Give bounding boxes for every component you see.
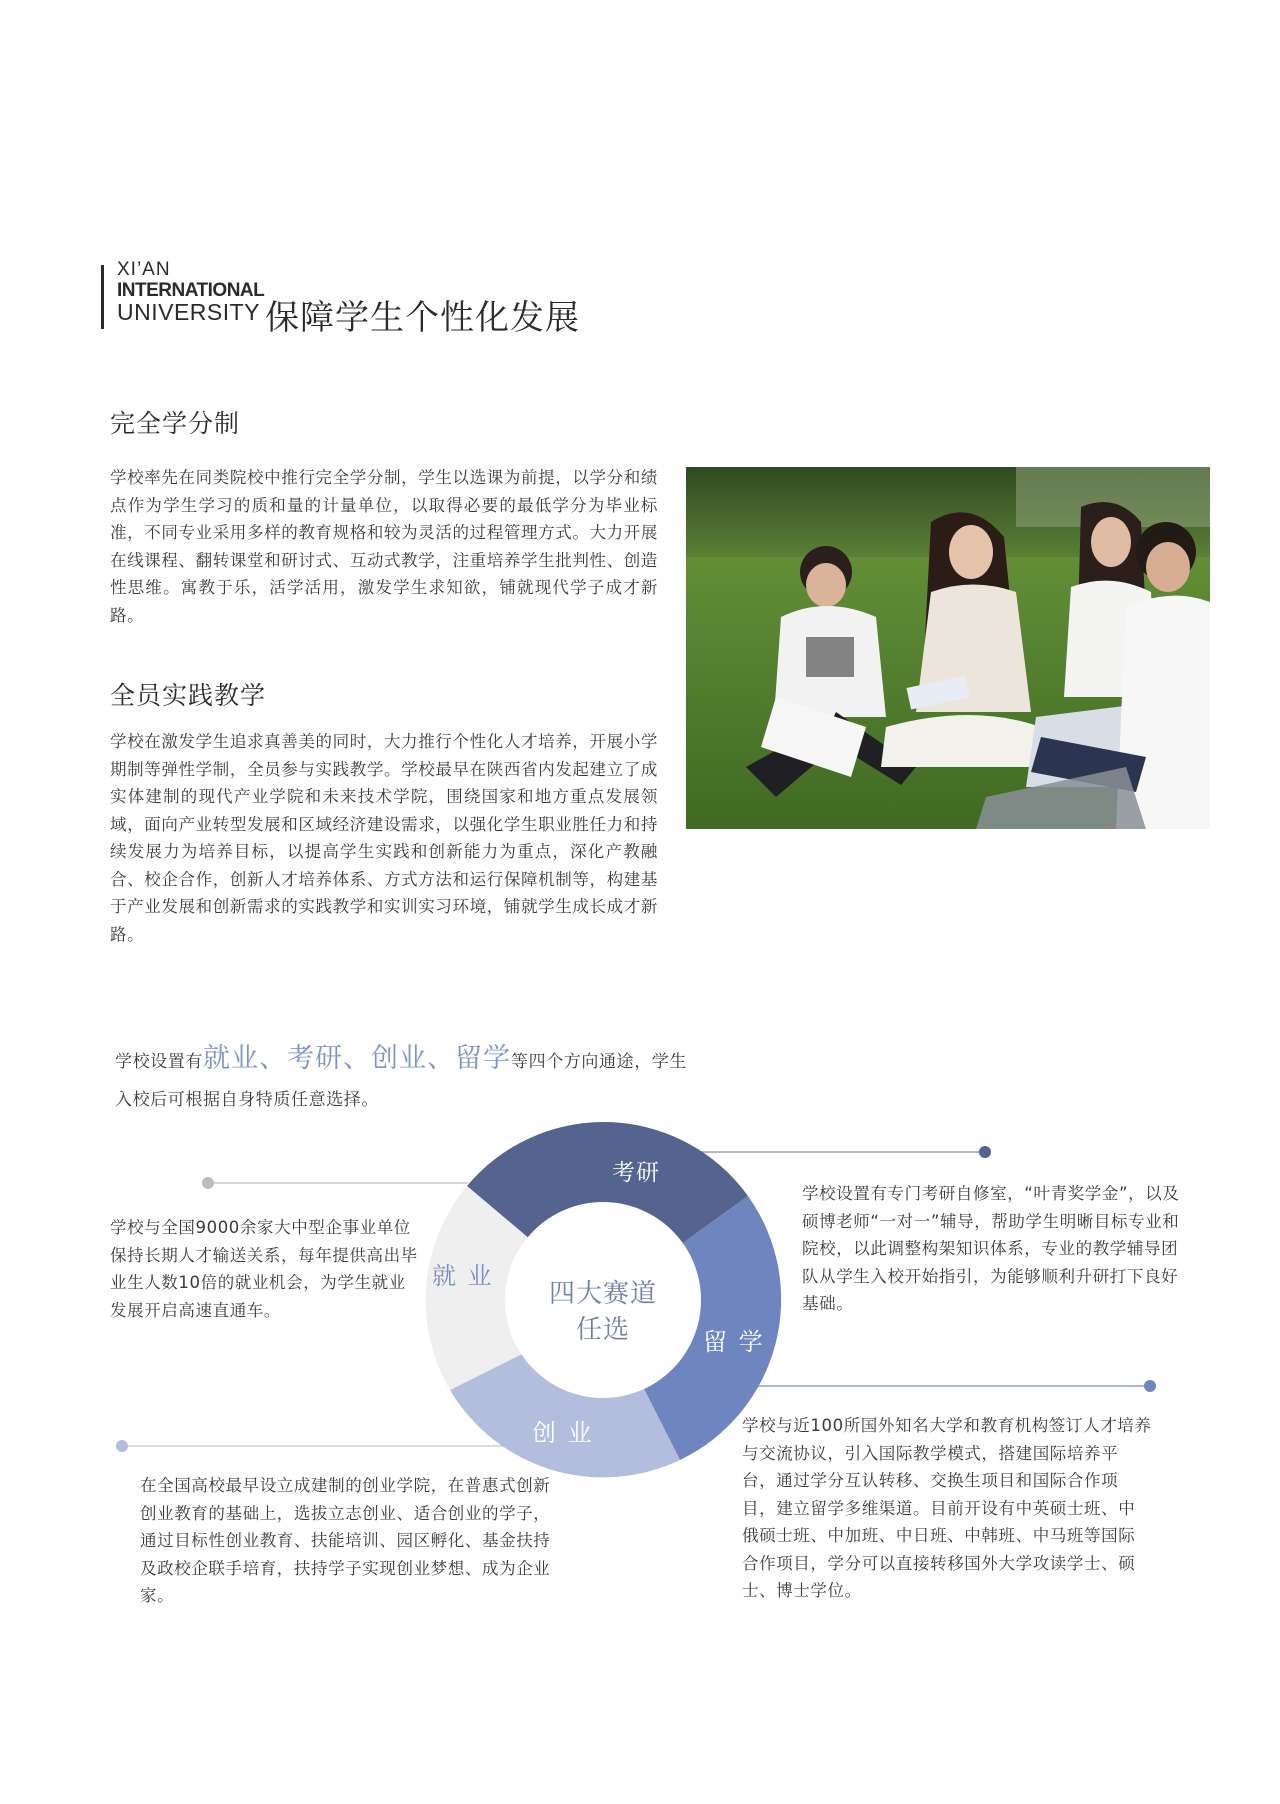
intro-separator: 、: [343, 1043, 371, 1074]
ring-center-line-1: 四大赛道: [548, 1279, 657, 1309]
intro-separator: 、: [259, 1043, 287, 1074]
intro-suffix: 等四个方向通途，学生: [511, 1052, 687, 1072]
logo-line-international: INTERNATIONAL: [117, 280, 265, 301]
section-body-practice-teaching: 学校在激发学生追求真善美的同时，大力推行个性化人才培养，开展小学期制等弹性学制，全员参与实践教学。学校最早在陕西省内发起建立了成实体建制的现代产业学院和未来技术学院，围绕国家和地方重点发展领域，面向产业转型发展和区域经济建设需求，以强化学生职业胜任力和持续发展力为培养目标，以提高学生实践和创新能力为重点，深化产教融合、校企合作，创新人才培养体系、方式方法和运行保障机制等，构建基于产业发展和创新需求的实践教学和实训实习环境，铺就学生成长成才新路。: [110, 732, 658, 944]
connector-dot-chuangye: [116, 1440, 128, 1452]
path-desc-chuangye: 在全国高校最早设立成建制的创业学院，在普惠式创新创业教育的基础上，选拔立志创业、适合创业的学子，通过目标性创业教育、扶能培训、园区孵化、基金扶持及政校企联手培育，扶持学子实现创业梦想、成为企业家。: [140, 1476, 551, 1605]
section-heading-credit-system: 完全学分制: [110, 409, 241, 438]
intro-highlight-kaoyan: 考研: [287, 1043, 343, 1074]
connector-dot-kaoyan: [979, 1146, 991, 1158]
path-desc-liuxue: 学校与近100所国外知名大学和教育机构签订人才培养与交流协议，引入国际教学模式，搭建国际培养平台，通过学分互认转移、交换生项目和国际合作项目，建立留学多维渠道。目前开设有中英硕士班、中俄硕士班、中加班、中日班、中韩班、中马班等国际合作项目，学分可以直接转移国外大学攻读学士、硕士、博士学位。: [742, 1416, 1152, 1600]
ring-center-line-2: 任选: [575, 1315, 630, 1345]
intro-prefix: 学校设置有: [115, 1052, 203, 1072]
path-desc-jiuye: 学校与全国9000余家大中型企事业单位保持长期人才输送关系，每年提供高出毕业生人数10倍的就业机会，为学生就业发展开启高速直通车。: [110, 1218, 418, 1320]
section-body-credit-system: 学校率先在同类院校中推行完全学分制，学生以选课为前提，以学分和绩点作为学生学习的质和量的计量单位，以取得必要的最低学分为毕业标准，不同专业采用多样的教育规格和较为灵活的过程管理方式。大力开展在线课程、翻转课堂和研讨式、互动式教学，注重培养学生批判性、创造性思维。寓教于乐，活学活用，激发学生求知欲，铺就现代学子成才新路。: [110, 468, 658, 625]
logo-line-xian: XI’AN: [117, 259, 171, 280]
connector-dot-liuxue: [1144, 1380, 1156, 1392]
connector-dot-jiuye: [202, 1177, 214, 1189]
ring-label-liuxue: 留 学: [703, 1328, 765, 1356]
logo-line-university: UNIVERSITY: [117, 299, 261, 325]
intro-separator: 、: [427, 1043, 455, 1074]
intro-line-2: 入校后可根据自身特质任意选择。: [115, 1090, 379, 1110]
section-heading-practice-teaching: 全员实践教学: [110, 681, 267, 710]
ring-center-label: [543, 1276, 663, 1348]
ring-label-chuangye: 创 业: [532, 1419, 594, 1447]
ring-label-jiuye: 就 业: [432, 1262, 494, 1290]
path-desc-kaoyan: 学校设置有专门考研自修室，“叶青奖学金”，以及硕博老师“一对一”辅导，帮助学生明晰目标专业和院校，以此调整构架知识体系，专业的教学辅导团队从学生入校开始指引，为能够顺利升研打下良好基础。: [802, 1184, 1180, 1313]
page-title: 保障学生个性化发展: [265, 298, 580, 338]
intro-highlight-jiuye: 就业: [203, 1043, 259, 1074]
intro-highlight-liuxue: 留学: [455, 1043, 511, 1074]
ring-label-kaoyan: 考研: [612, 1160, 660, 1186]
intro-highlight-chuangye: 创业: [371, 1043, 427, 1074]
